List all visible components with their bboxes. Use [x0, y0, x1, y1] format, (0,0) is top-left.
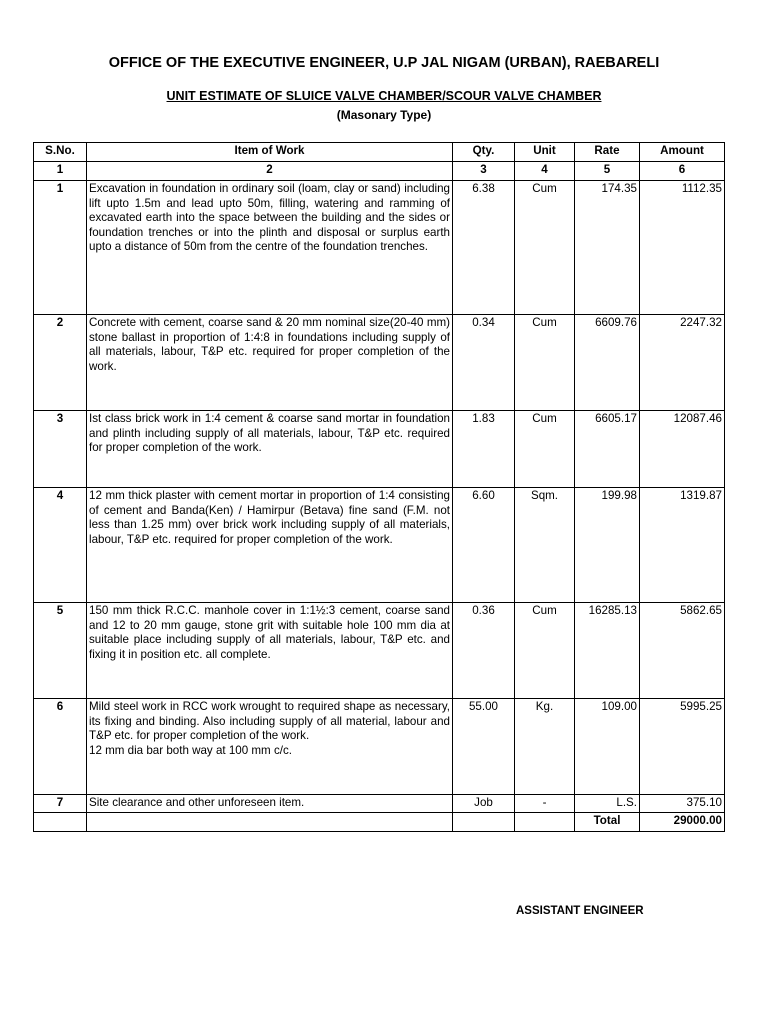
cell-item	[87, 699, 453, 795]
cell-empty	[87, 813, 453, 832]
cell-amount: 5862.65	[640, 603, 725, 699]
col-header-amount: Amount	[640, 143, 725, 162]
cell-item: Excavation in foundation in ordinary soil (loam, clay or sand) including lift upto 1.5m and lead upto 50m, filling, watering and ramming of excavated earth into the space between the building and the sides or foundation trenches or into the plinth and disposal or surplus earth upto a distance of 50m from the centre of the foundation trenches.	[87, 181, 453, 315]
cell-unit: Cum	[515, 181, 575, 315]
table-row	[34, 488, 725, 603]
cell-empty	[515, 813, 575, 832]
col-number: 3	[453, 162, 515, 181]
total-row	[34, 813, 725, 832]
cell-qty: 6.60	[453, 488, 515, 603]
estimate-table	[33, 142, 725, 832]
cell-qty: 6.38	[453, 181, 515, 315]
cell-rate: 199.98	[575, 488, 640, 603]
cell-unit: Cum	[515, 411, 575, 488]
cell-qty: Job	[453, 795, 515, 813]
cell-unit: Kg.	[515, 699, 575, 795]
col-number: 1	[34, 162, 87, 181]
cell-amount: 1112.35	[640, 181, 725, 315]
col-number: 6	[640, 162, 725, 181]
cell-empty	[453, 813, 515, 832]
col-header-item: Item of Work	[87, 143, 453, 162]
signature-designation: ASSISTANT ENGINEER	[516, 905, 644, 917]
cell-amount: 12087.46	[640, 411, 725, 488]
cell-unit: Sqm.	[515, 488, 575, 603]
table-row	[34, 603, 725, 699]
cell-amount: 1319.87	[640, 488, 725, 603]
cell-rate: 174.35	[575, 181, 640, 315]
cell-qty: 1.83	[453, 411, 515, 488]
cell-unit: -	[515, 795, 575, 813]
cell-qty: 0.36	[453, 603, 515, 699]
table-row	[34, 411, 725, 488]
cell-amount: 5995.25	[640, 699, 725, 795]
col-header-rate: Rate	[575, 143, 640, 162]
table-row	[34, 315, 725, 411]
cell-qty: 55.00	[453, 699, 515, 795]
cell-empty	[34, 813, 87, 832]
cell-rate: 16285.13	[575, 603, 640, 699]
estimate-title: UNIT ESTIMATE OF SLUICE VALVE CHAMBER/SCOUR VALVE CHAMBER	[166, 89, 602, 103]
cell-item: Site clearance and other unforeseen item.	[87, 795, 453, 813]
cell-item-text: Mild steel work in RCC work wrought to required shape as necessary, its fixing and binding. Also including supply of all material, labour and T&P etc. for proper completion of the work.	[89, 700, 450, 742]
cell-sno: 2	[34, 315, 87, 411]
col-number: 4	[515, 162, 575, 181]
total-label: Total	[575, 813, 640, 832]
cell-sno: 1	[34, 181, 87, 315]
table-row	[34, 699, 725, 795]
cell-sno: 6	[34, 699, 87, 795]
cell-qty: 0.34	[453, 315, 515, 411]
estimate-subtitle: (Masonary Type)	[336, 108, 432, 122]
cell-rate: 109.00	[575, 699, 640, 795]
col-number: 5	[575, 162, 640, 181]
office-title: OFFICE OF THE EXECUTIVE ENGINEER, U.P JAL NIGAM (URBAN), RAEBARELI	[108, 55, 660, 71]
cell-sno: 7	[34, 795, 87, 813]
cell-rate: L.S.	[575, 795, 640, 813]
cell-amount: 2247.32	[640, 315, 725, 411]
col-header-sno: S.No.	[34, 143, 87, 162]
cell-unit: Cum	[515, 603, 575, 699]
table-row	[34, 795, 725, 813]
cell-sno: 5	[34, 603, 87, 699]
cell-item: Concrete with cement, coarse sand & 20 mm nominal size(20-40 mm) stone ballast in proportion of 1:4:8 in foundations including supply of all materials, labour, T&P etc. required for proper completion of the work.	[87, 315, 453, 411]
total-amount: 29000.00	[640, 813, 725, 832]
cell-sno: 4	[34, 488, 87, 603]
cell-rate: 6605.17	[575, 411, 640, 488]
cell-item: Ist class brick work in 1:4 cement & coarse sand mortar in foundation and plinth including supply of all materials, labour, T&P etc. required for proper completion of the work.	[87, 411, 453, 488]
table-row	[34, 181, 725, 315]
col-header-unit: Unit	[515, 143, 575, 162]
cell-item-note: 12 mm dia bar both way at 100 mm c/c.	[89, 743, 292, 757]
col-number: 2	[87, 162, 453, 181]
cell-item: 12 mm thick plaster with cement mortar in proportion of 1:4 consisting of cement and Banda(Ken) / Hamirpur (Betava) fine sand (F.M. not less than 1.25 mm) over brick work including supply of all materials, labour, T&P etc. required for proper completion of the work.	[87, 488, 453, 603]
column-number-row	[34, 162, 725, 181]
cell-unit: Cum	[515, 315, 575, 411]
col-header-qty: Qty.	[453, 143, 515, 162]
cell-sno: 3	[34, 411, 87, 488]
cell-amount: 375.10	[640, 795, 725, 813]
cell-rate: 6609.76	[575, 315, 640, 411]
cell-item: 150 mm thick R.C.C. manhole cover in 1:1½:3 cement, coarse sand and 12 to 20 mm gauge, stone grit with suitable hole 100 mm dia at suitable place including supply of all materials, labour, T&P etc. and fixing it in position etc. all complete.	[87, 603, 453, 699]
table-header-row	[34, 143, 725, 162]
